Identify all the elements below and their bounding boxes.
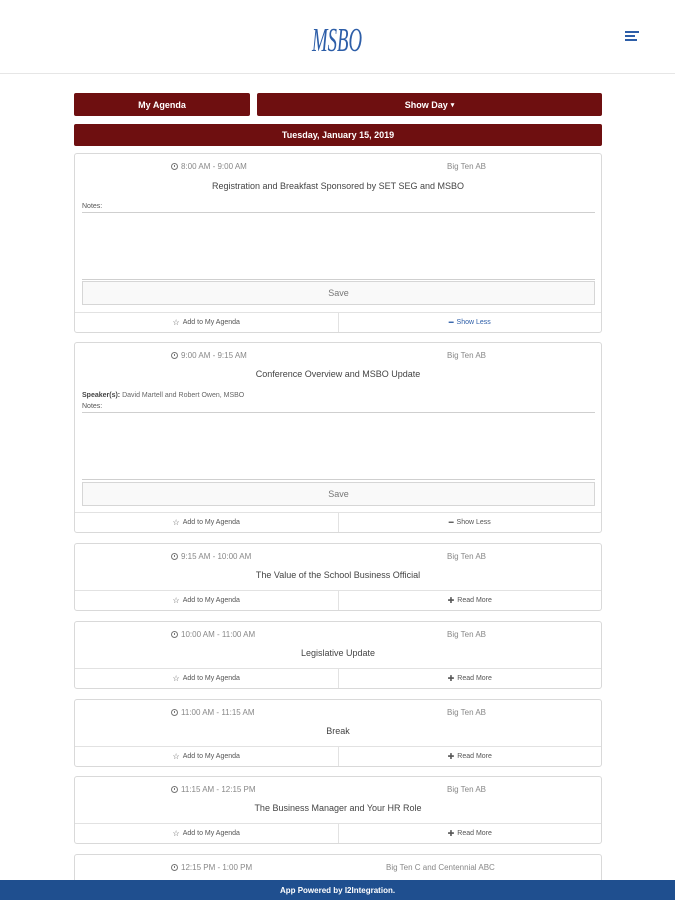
clock-icon [171,553,178,560]
session-location: Big Ten AB [447,708,486,717]
star-icon: ☆ [172,518,180,527]
read-more-button[interactable]: ✚ Read More [447,829,492,838]
session-time: 10:00 AM - 11:00 AM [171,630,255,639]
star-icon: ☆ [172,596,180,605]
add-to-agenda-button[interactable]: ☆ Add to My Agenda [75,747,339,766]
notes-label: Notes: [82,203,103,210]
session-time: 11:15 AM - 12:15 PM [171,785,256,794]
clock-icon [171,864,178,871]
session-time: 9:00 AM - 9:15 AM [171,351,247,360]
session-card [74,699,602,767]
minus-icon: ━ [448,318,454,327]
date-header: Tuesday, January 15, 2019 [74,124,602,146]
plus-icon: ✚ [447,596,455,605]
star-icon: ☆ [172,318,180,327]
read-more-button[interactable]: ✚ Read More [447,674,492,683]
session-location: Big Ten AB [447,351,486,360]
star-icon: ☆ [172,674,180,683]
show-day-label: Show Day [404,99,448,110]
show-less-button[interactable]: ━ Show Less [448,318,491,327]
session-title: The Business Manager and Your HR Role [254,803,422,813]
session-location: Big Ten AB [447,162,486,171]
my-agenda-button[interactable] [74,93,250,116]
session-actions [75,512,601,532]
session-card [74,153,602,333]
add-to-agenda-button[interactable]: ☆ Add to My Agenda [75,669,339,688]
clock-icon [171,163,178,170]
session-title: Break [326,726,350,736]
app-header [0,0,675,74]
star-icon: ☆ [172,752,180,761]
session-actions [75,312,601,332]
plus-icon: ✚ [447,829,455,838]
clock-icon [171,352,178,359]
session-time: 8:00 AM - 9:00 AM [171,162,247,171]
add-to-agenda-button[interactable]: ☆ Add to My Agenda [75,824,339,843]
session-title: Legislative Update [300,648,376,658]
session-card [74,543,602,611]
session-title: The Value of the School Business Official [255,570,421,580]
caret-down-icon: ▾ [450,101,455,109]
clock-icon [171,786,178,793]
session-actions [75,668,601,688]
powered-by-footer[interactable]: App Powered by I2Integration. [0,880,675,900]
add-to-agenda-button[interactable]: ☆ Add to My Agenda [75,513,339,532]
clock-icon [171,631,178,638]
minus-icon: ━ [448,518,454,527]
notes-input[interactable] [82,412,595,480]
show-day-button[interactable] [257,93,602,116]
add-to-agenda-button[interactable]: ☆ Add to My Agenda [75,591,339,610]
clock-icon [171,709,178,716]
show-less-button[interactable]: ━ Show Less [448,518,491,527]
session-actions [75,746,601,766]
plus-icon: ✚ [447,674,455,683]
session-title: Conference Overview and MSBO Update [255,369,421,379]
session-actions [75,590,601,610]
session-card [74,776,602,844]
session-actions [75,823,601,843]
session-location: Big Ten C and Centennial ABC [386,863,495,872]
notes-input[interactable] [82,212,595,280]
plus-icon: ✚ [447,752,455,761]
session-time: 12:15 PM - 1:00 PM [171,863,252,872]
session-card [74,342,602,533]
read-more-button[interactable]: ✚ Read More [447,596,492,605]
star-icon: ☆ [172,829,180,838]
session-location: Big Ten AB [447,785,486,794]
add-to-agenda-button[interactable]: ☆ Add to My Agenda [75,313,339,332]
session-speakers: Speaker(s): David Martell and Robert Owen, MSBO [82,392,245,399]
save-button[interactable]: Save [82,482,595,506]
save-button[interactable]: Save [82,281,595,305]
read-more-button[interactable]: ✚ Read More [447,752,492,761]
my-agenda-label: My Agenda [138,99,186,110]
hamburger-icon[interactable] [625,31,639,42]
notes-label: Notes: [82,403,103,410]
session-location: Big Ten AB [447,552,486,561]
session-title: Registration and Breakfast Sponsored by SET SEG and MSBO [212,181,464,191]
msbo-logo[interactable] [308,9,366,65]
session-card [74,621,602,689]
session-location: Big Ten AB [447,630,486,639]
session-time: 9:15 AM - 10:00 AM [171,552,251,561]
session-time: 11:00 AM - 11:15 AM [171,708,255,717]
svg-text:MSBO: MSBO [311,22,362,59]
